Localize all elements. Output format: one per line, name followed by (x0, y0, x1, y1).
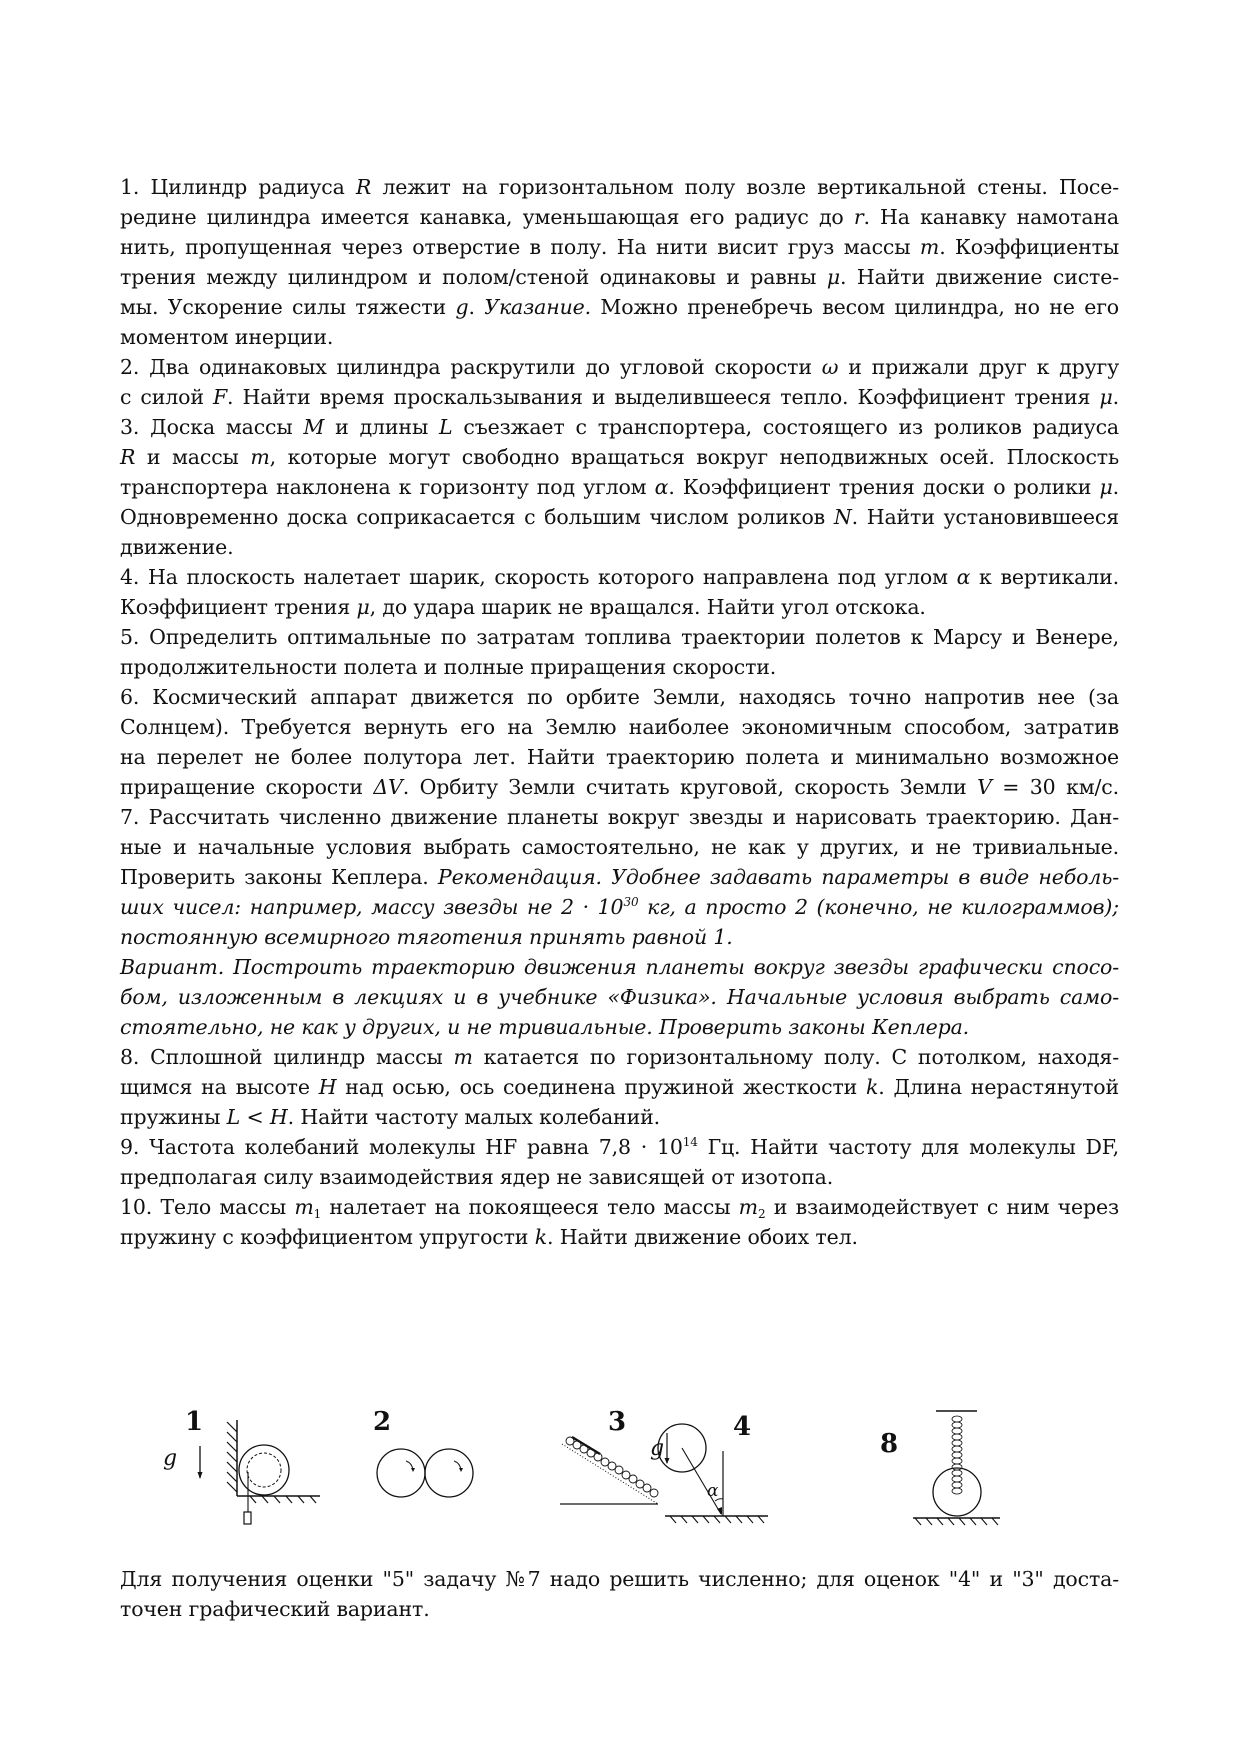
figure-1 (163, 1407, 320, 1524)
problem-1 (120, 172, 1119, 352)
text-line: точен графический вариант. (120, 1597, 430, 1621)
problem-8 (120, 1042, 1119, 1132)
figures-svg (163, 1400, 1050, 1540)
cylinder-icon (933, 1468, 981, 1516)
gravity-label: g (650, 1436, 665, 1461)
text-line: щимся на высоте H над осью, ось соединена пружиной жесткости k. Длина нерастянутой (120, 1075, 1119, 1099)
rotation-arrow-icon (454, 1461, 463, 1472)
text-line: 1. Цилиндр радиуса R лежит на горизонтальном полу возле вертикальной стены. Посе- (120, 175, 1119, 199)
text-line: 7. Рассчитать численно движение планеты вокруг звезды и нарисовать траекторию. Дан- (120, 805, 1119, 829)
floor-icon (237, 1496, 320, 1503)
text-line: движение. (120, 535, 234, 559)
figure-3 (560, 1407, 670, 1504)
figure-4-label: 4 (733, 1412, 752, 1442)
text-line: с силой F. Найти время проскальзывания и выделившееся тепло. Коэффициент трения μ. (120, 385, 1119, 409)
text-line: редине цилиндра имеется канавка, уменьшающая его радиус до r. На канавку намотана (120, 205, 1119, 229)
board-icon (572, 1437, 600, 1454)
text-line: пружину с коэффициентом упругости k. Найти движение обоих тел. (120, 1225, 858, 1249)
text-line: постоянную всемирного тяготения принять равной 1. (120, 925, 733, 949)
text-line: 8. Сплошной цилиндр массы m катается по горизонтальному полу. С потолком, находя- (120, 1045, 1119, 1069)
text-line: Вариант. Построить траекторию движения планеты вокруг звезды графически спосо- (120, 955, 1119, 979)
problem-6 (120, 682, 1119, 802)
figure-4 (658, 1412, 768, 1523)
figure-8 (880, 1411, 1000, 1525)
text-line: моментом инерции. (120, 325, 334, 349)
text-line: Одновременно доска соприкасается с большим числом роликов N. Найти установившееся (120, 505, 1119, 529)
text-line: транспортера наклонена к горизонту под углом α. Коэффициент трения доски о ролики μ. (120, 475, 1119, 499)
figure-2 (373, 1407, 473, 1497)
cylinder-left-icon (377, 1449, 425, 1497)
text-line: Для получения оценки "5" задачу №7 надо решить численно; для оценок "4" и "3" доста- (120, 1567, 1119, 1591)
cylinder-right-icon (425, 1449, 473, 1497)
floor-icon (913, 1518, 1000, 1525)
problem-2 (120, 352, 1119, 412)
problem-9 (120, 1132, 1119, 1192)
text-line: 10. Тело массы $m_1$ налетает на покоящееся тело массы $m_2$ и взаимодействует с ним через (120, 1195, 1119, 1221)
text-line: нить, пропущенная через отверстие в полу. На нити висит груз массы m. Коэффициенты (120, 235, 1119, 259)
weight-icon (244, 1512, 251, 1524)
figures-strip (163, 1400, 1050, 1540)
text-line: 6. Космический аппарат движется по орбите Земли, находясь точно напротив нее (за (120, 685, 1119, 709)
figure-2-label: 2 (373, 1407, 392, 1437)
rotation-arrow-icon (406, 1461, 415, 1472)
text-line: 2. Два одинаковых цилиндра раскрутили до угловой скорости ω и прижали друг к другу (120, 355, 1119, 379)
problem-4 (120, 562, 1119, 622)
text-line: трения между цилиндром и полом/стеной одинаковы и равны μ. Найти движение систе- (120, 265, 1120, 289)
text-line: пружины L < H. Найти частоту малых колебаний. (120, 1105, 660, 1129)
figure-3-label: 3 (608, 1407, 627, 1437)
figure-1-label: 1 (185, 1407, 204, 1437)
conveyor-base (562, 1444, 658, 1504)
problem-5 (120, 622, 1119, 682)
problem-list (120, 172, 1119, 1252)
text-line: ших чисел: например, массу звезды не $2 \cdot 10^{30}$ кг, а просто 2 (конечно, не килограммов); (120, 895, 1119, 919)
text-line: предполагая силу взаимодействия ядер не зависящей от изотопа. (120, 1165, 834, 1189)
wall-icon (227, 1420, 237, 1496)
groove-icon (247, 1453, 281, 1487)
text-line: R и массы m, которые могут свободно вращаться вокруг неподвижных осей. Плоскость (120, 445, 1119, 469)
spring-icon (952, 1416, 962, 1494)
problem-3 (120, 412, 1119, 562)
text-line: стоятельно, не как у других, и не тривиальные. Проверить законы Кеплера. (120, 1015, 970, 1039)
problem-7 (120, 802, 1119, 1042)
problem-10 (120, 1192, 1119, 1252)
text-line: мы. Ускорение силы тяжести g. Указание. Можно пренебречь весом цилиндра, но не его (120, 295, 1119, 319)
text-line: продолжительности полета и полные приращения скорости. (120, 655, 777, 679)
gravity-arrow-icon (198, 1446, 203, 1479)
text-line: Солнцем). Требуется вернуть его на Землю наиболее экономичным способом, затратив (120, 715, 1119, 739)
text-line: на перелет не более полутора лет. Найти траекторию полета и минимально возможное (120, 745, 1119, 769)
text-line: Коэффициент трения μ, до удара шарик не вращался. Найти угол отскока. (120, 595, 926, 619)
text-line: 3. Доска массы M и длины L съезжает с транспортера, состоящего из роликов радиуса (120, 415, 1120, 439)
text-line: приращение скорости ΔV. Орбиту Земли считать круговой, скорость Земли V = 30 км/с. (120, 775, 1120, 799)
gravity-label: g (163, 1446, 178, 1471)
text-line: 5. Определить оптимальные по затратам топлива траектории полетов к Марсу и Венере, (120, 625, 1119, 649)
gravity-arrow-icon (665, 1433, 670, 1464)
text-line: 9. Частота колебаний молекулы HF равна $7,8 \cdot 10^{14}$ Гц. Найти частоту для молекулы DF, (120, 1135, 1119, 1159)
angle-label: α (707, 1481, 719, 1501)
surface-icon (665, 1516, 768, 1523)
rollers-icon (566, 1437, 658, 1497)
text-line: бом, изложенным в лекциях и в учебнике «Физика». Начальные условия выбрать само- (120, 985, 1119, 1009)
grading-note (120, 1564, 1119, 1624)
text-line: ные и начальные условия выбрать самостоятельно, не как у других, и не тривиальные. (120, 835, 1119, 859)
text-line: Проверить законы Кеплера. Рекомендация. Удобнее задавать параметры в виде неболь- (120, 865, 1119, 889)
figure-8-label: 8 (880, 1429, 899, 1459)
text-line: 4. На плоскость налетает шарик, скорость которого направлена под углом α к вертикали. (120, 565, 1119, 589)
